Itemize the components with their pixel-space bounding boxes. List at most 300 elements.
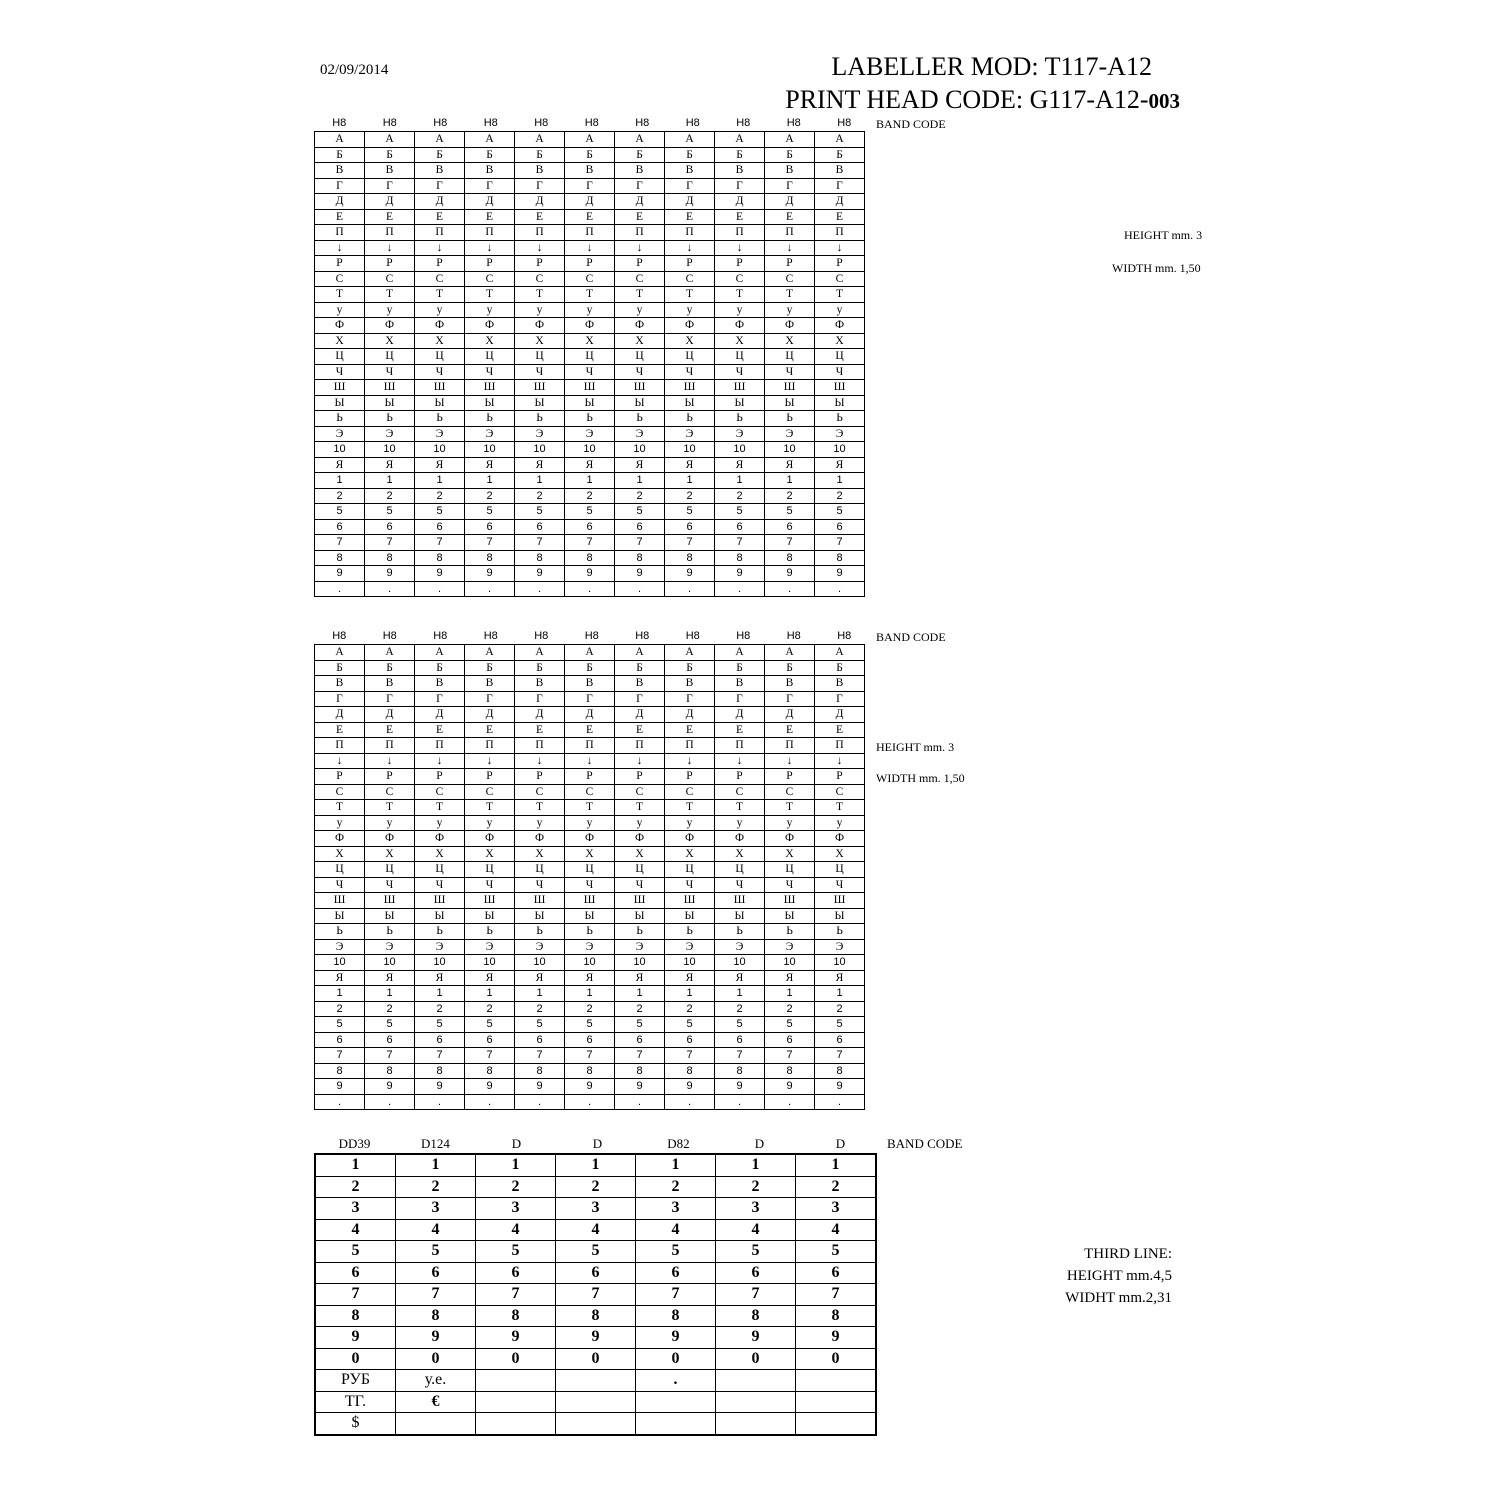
- char-cell: Д: [315, 707, 365, 723]
- table-row: [315, 1017, 865, 1033]
- char-cell: у: [715, 815, 765, 831]
- char-cell: В: [515, 676, 565, 692]
- char-cell: Ш: [815, 380, 865, 396]
- number-cell: 4: [396, 1219, 476, 1241]
- table-row: [315, 535, 865, 551]
- char-cell: 1: [765, 986, 815, 1002]
- char-cell: А: [815, 645, 865, 661]
- char-cell: Э: [515, 426, 565, 442]
- char-cell: Э: [565, 426, 615, 442]
- char-cell: Я: [615, 457, 665, 473]
- char-cell: Г: [665, 178, 715, 194]
- table-row: [315, 1032, 865, 1048]
- table-row: [315, 784, 865, 800]
- char-cell: Р: [815, 769, 865, 785]
- number-cell: 8: [476, 1305, 556, 1327]
- char-cell: В: [815, 676, 865, 692]
- number-cell: у.е.: [396, 1370, 476, 1392]
- char-cell: 1: [465, 473, 515, 489]
- number-cell: [476, 1413, 556, 1435]
- char-cell: Х: [665, 846, 715, 862]
- table-row: [315, 893, 865, 909]
- char-cell: 10: [765, 442, 815, 458]
- third-line-height: HEIGHT mm.4,5: [1066, 1268, 1172, 1284]
- char-cell: 2: [765, 1001, 815, 1017]
- char-cell: Р: [315, 256, 365, 272]
- number-cell: 5: [796, 1241, 877, 1263]
- char-cell: Р: [615, 256, 665, 272]
- char-cell: Е: [515, 722, 565, 738]
- char-cell: А: [465, 132, 515, 148]
- char-cell: Э: [715, 939, 765, 955]
- column-header: H8: [483, 117, 498, 129]
- char-cell: Д: [565, 194, 615, 210]
- table-row: [315, 163, 865, 179]
- char-cell: Ш: [565, 893, 615, 909]
- char-cell: .: [415, 581, 465, 597]
- char-cell: Ш: [765, 380, 815, 396]
- number-cell: 8: [716, 1305, 796, 1327]
- char-cell: Я: [415, 970, 465, 986]
- char-cell: В: [365, 676, 415, 692]
- char-cell: 9: [315, 1079, 365, 1095]
- char-cell: Т: [315, 287, 365, 303]
- char-cell: Ы: [465, 395, 515, 411]
- number-cell: 4: [796, 1219, 877, 1241]
- char-cell: Ф: [415, 318, 465, 334]
- char-cell: Д: [415, 194, 465, 210]
- char-cell: Т: [615, 287, 665, 303]
- char-cell: Ь: [665, 924, 715, 940]
- char-cell: 1: [465, 986, 515, 1002]
- char-cell: Я: [815, 457, 865, 473]
- char-cell: Э: [365, 426, 415, 442]
- char-cell: Е: [665, 209, 715, 225]
- table-row: [315, 256, 865, 272]
- char-cell: 8: [415, 550, 465, 566]
- char-cell: Ш: [365, 380, 415, 396]
- char-cell: 7: [465, 1048, 515, 1064]
- char-cell: 2: [365, 488, 415, 504]
- char-cell: Я: [365, 457, 415, 473]
- char-cell: 7: [615, 535, 665, 551]
- char-cell: Т: [715, 287, 765, 303]
- char-cell: Ч: [765, 364, 815, 380]
- char-cell: Ь: [815, 411, 865, 427]
- char-cell: 2: [415, 488, 465, 504]
- char-cell: 9: [665, 566, 715, 582]
- char-cell: Ч: [465, 877, 515, 893]
- number-cell: 9: [476, 1327, 556, 1349]
- char-cell: П: [665, 225, 715, 241]
- number-cell: 9: [315, 1327, 396, 1349]
- table-row: [315, 1262, 876, 1284]
- char-cell: Я: [615, 970, 665, 986]
- char-cell: Ы: [415, 395, 465, 411]
- char-cell: 8: [315, 550, 365, 566]
- char-cell: Ш: [815, 893, 865, 909]
- block1-band-code-label: BAND CODE: [876, 117, 946, 131]
- char-cell: у: [515, 815, 565, 831]
- char-cell: .: [615, 581, 665, 597]
- char-cell: Ц: [315, 862, 365, 878]
- number-cell: [716, 1391, 796, 1413]
- char-cell: ↓: [515, 753, 565, 769]
- char-cell: ↓: [465, 753, 515, 769]
- char-cell: .: [715, 1094, 765, 1110]
- char-cell: 8: [615, 1063, 665, 1079]
- char-cell: Э: [765, 426, 815, 442]
- char-cell: П: [715, 738, 765, 754]
- char-cell: ↓: [815, 240, 865, 256]
- char-cell: Ф: [565, 318, 615, 334]
- char-cell: Ч: [665, 877, 715, 893]
- number-cell: $: [315, 1413, 396, 1435]
- char-cell: Ш: [615, 380, 665, 396]
- char-cell: С: [765, 271, 815, 287]
- char-cell: Х: [315, 333, 365, 349]
- char-cell: .: [665, 581, 715, 597]
- char-cell: 10: [415, 442, 465, 458]
- char-cell: Е: [465, 209, 515, 225]
- char-cell: Г: [415, 178, 465, 194]
- table-row: [315, 877, 865, 893]
- char-cell: 9: [765, 566, 815, 582]
- char-cell: 2: [615, 1001, 665, 1017]
- char-cell: 7: [415, 535, 465, 551]
- table-row: [315, 1284, 876, 1306]
- char-cell: 7: [715, 1048, 765, 1064]
- char-cell: Я: [565, 457, 615, 473]
- char-cell: А: [415, 132, 465, 148]
- table-row: [315, 364, 865, 380]
- char-cell: Э: [715, 426, 765, 442]
- char-cell: Ф: [365, 318, 415, 334]
- block3-header-row: [314, 1136, 881, 1152]
- column-header: H8: [483, 630, 498, 642]
- char-cell: С: [815, 271, 865, 287]
- column-header: H8: [382, 630, 397, 642]
- char-cell: Ц: [515, 862, 565, 878]
- char-cell: Ш: [565, 380, 615, 396]
- table-row: [315, 457, 865, 473]
- number-cell: [716, 1370, 796, 1392]
- char-cell: Ц: [415, 349, 465, 365]
- char-cell: .: [765, 581, 815, 597]
- char-cell: 9: [415, 566, 465, 582]
- char-cell: 7: [515, 1048, 565, 1064]
- number-cell: 3: [315, 1198, 396, 1220]
- char-cell: 8: [365, 1063, 415, 1079]
- table-row: [315, 908, 865, 924]
- table-row: [315, 1327, 876, 1349]
- char-cell: С: [565, 271, 615, 287]
- char-cell: 6: [665, 1032, 715, 1048]
- char-cell: Ф: [765, 318, 815, 334]
- char-cell: Ф: [315, 831, 365, 847]
- char-cell: 8: [565, 550, 615, 566]
- char-cell: .: [515, 581, 565, 597]
- char-cell: А: [465, 645, 515, 661]
- char-cell: Ь: [365, 411, 415, 427]
- table-row: [315, 426, 865, 442]
- char-cell: Б: [315, 660, 365, 676]
- char-cell: 2: [565, 1001, 615, 1017]
- char-cell: 1: [715, 473, 765, 489]
- char-cell: ↓: [715, 753, 765, 769]
- char-cell: Ц: [765, 862, 815, 878]
- char-cell: 8: [515, 550, 565, 566]
- char-cell: Д: [515, 707, 565, 723]
- char-cell: Ч: [715, 877, 765, 893]
- table-row: [315, 349, 865, 365]
- char-cell: 9: [365, 1079, 415, 1095]
- char-cell: 10: [365, 955, 415, 971]
- char-cell: 8: [515, 1063, 565, 1079]
- char-cell: С: [665, 784, 715, 800]
- char-cell: Ь: [565, 411, 615, 427]
- char-cell: у: [665, 815, 715, 831]
- char-cell: Ф: [515, 831, 565, 847]
- char-cell: 10: [715, 955, 765, 971]
- char-cell: Ц: [365, 349, 415, 365]
- char-cell: у: [515, 302, 565, 318]
- char-cell: Р: [715, 256, 765, 272]
- table-row: [315, 1048, 865, 1064]
- char-cell: 5: [615, 1017, 665, 1033]
- number-cell: 3: [716, 1198, 796, 1220]
- char-cell: 6: [365, 1032, 415, 1048]
- char-cell: Х: [515, 333, 565, 349]
- char-cell: Э: [415, 939, 465, 955]
- char-cell: В: [315, 676, 365, 692]
- number-cell: 1: [315, 1154, 396, 1176]
- number-cell: 5: [636, 1241, 716, 1263]
- char-cell: 9: [465, 566, 515, 582]
- char-cell: Э: [565, 939, 615, 955]
- char-cell: 5: [815, 1017, 865, 1033]
- char-cell: Ц: [615, 862, 665, 878]
- char-cell: 10: [315, 955, 365, 971]
- table-row: [315, 302, 865, 318]
- table-row: [315, 1391, 876, 1413]
- char-cell: Ц: [815, 349, 865, 365]
- char-cell: .: [415, 1094, 465, 1110]
- char-cell: Х: [565, 846, 615, 862]
- char-cell: Г: [765, 178, 815, 194]
- char-cell: Ь: [315, 924, 365, 940]
- number-cell: 3: [636, 1198, 716, 1220]
- char-cell: Х: [365, 333, 415, 349]
- char-cell: Т: [765, 800, 815, 816]
- char-cell: 5: [765, 504, 815, 520]
- table-row: [315, 1241, 876, 1263]
- char-cell: Е: [765, 209, 815, 225]
- char-cell: А: [815, 132, 865, 148]
- char-cell: 9: [415, 1079, 465, 1095]
- char-cell: 8: [665, 550, 715, 566]
- char-cell: 9: [715, 1079, 765, 1095]
- table-row: [315, 800, 865, 816]
- char-cell: 7: [465, 535, 515, 551]
- char-cell: 2: [515, 488, 565, 504]
- char-cell: В: [615, 676, 665, 692]
- char-cell: Э: [765, 939, 815, 955]
- number-cell: 9: [636, 1327, 716, 1349]
- char-cell: 1: [665, 986, 715, 1002]
- table-row: [315, 473, 865, 489]
- char-cell: 7: [765, 1048, 815, 1064]
- char-cell: 1: [365, 986, 415, 1002]
- char-cell: А: [615, 645, 665, 661]
- number-cell: 8: [556, 1305, 636, 1327]
- char-cell: В: [715, 676, 765, 692]
- char-cell: 9: [465, 1079, 515, 1095]
- char-cell: 7: [415, 1048, 465, 1064]
- table-row: [315, 939, 865, 955]
- char-cell: Т: [415, 287, 465, 303]
- char-cell: Ч: [515, 364, 565, 380]
- char-cell: Х: [765, 846, 815, 862]
- char-cell: Ы: [815, 395, 865, 411]
- char-cell: Ф: [765, 831, 815, 847]
- number-cell: [476, 1391, 556, 1413]
- char-cell: П: [815, 738, 865, 754]
- char-cell: С: [515, 271, 565, 287]
- number-cell: 9: [716, 1327, 796, 1349]
- number-cell: 3: [556, 1198, 636, 1220]
- number-cell: 7: [396, 1284, 476, 1306]
- char-cell: Ш: [315, 380, 365, 396]
- char-cell: Е: [715, 722, 765, 738]
- char-cell: Ь: [515, 411, 565, 427]
- char-cell: В: [565, 676, 615, 692]
- char-cell: В: [465, 163, 515, 179]
- number-cell: 5: [396, 1241, 476, 1263]
- char-cell: Т: [565, 800, 615, 816]
- char-cell: Ц: [715, 862, 765, 878]
- char-cell: Ы: [765, 395, 815, 411]
- char-cell: Ч: [615, 364, 665, 380]
- char-cell: Я: [815, 970, 865, 986]
- number-cell: 1: [556, 1154, 636, 1176]
- char-cell: Ф: [465, 831, 515, 847]
- column-header: H8: [433, 117, 448, 129]
- char-cell: Ш: [615, 893, 665, 909]
- char-cell: Ь: [615, 411, 665, 427]
- table-row: [315, 862, 865, 878]
- char-cell: у: [765, 302, 815, 318]
- table-row: [315, 1305, 876, 1327]
- char-cell: 10: [465, 442, 515, 458]
- char-cell: С: [615, 784, 665, 800]
- number-cell: 4: [315, 1219, 396, 1241]
- char-cell: Д: [765, 194, 815, 210]
- char-cell: Ф: [415, 831, 465, 847]
- char-cell: Ц: [315, 349, 365, 365]
- char-cell: Р: [465, 769, 515, 785]
- char-cell: 5: [315, 504, 365, 520]
- char-cell: Г: [465, 178, 515, 194]
- char-cell: П: [615, 738, 665, 754]
- char-cell: 10: [465, 955, 515, 971]
- char-cell: С: [615, 271, 665, 287]
- char-cell: 9: [365, 566, 415, 582]
- char-cell: Т: [315, 800, 365, 816]
- char-cell: Б: [615, 660, 665, 676]
- column-header: D124: [421, 1136, 450, 1151]
- block2-band-code-label: BAND CODE: [876, 630, 946, 644]
- char-cell: Б: [615, 147, 665, 163]
- char-cell: Ч: [665, 364, 715, 380]
- char-cell: 5: [515, 1017, 565, 1033]
- table-row: [315, 660, 865, 676]
- char-cell: 6: [815, 519, 865, 535]
- char-cell: Б: [665, 147, 715, 163]
- char-cell: у: [365, 302, 415, 318]
- number-cell: 3: [796, 1198, 877, 1220]
- column-header: H8: [433, 630, 448, 642]
- char-cell: А: [765, 645, 815, 661]
- char-cell: 10: [765, 955, 815, 971]
- char-cell: 1: [665, 473, 715, 489]
- char-cell: 6: [765, 519, 815, 535]
- table-row: [315, 287, 865, 303]
- number-cell: 5: [556, 1241, 636, 1263]
- char-cell: 10: [515, 955, 565, 971]
- char-cell: 8: [415, 1063, 465, 1079]
- char-cell: Г: [465, 691, 515, 707]
- char-cell: Ы: [615, 395, 665, 411]
- column-header: DD39: [338, 1136, 371, 1151]
- char-cell: П: [765, 738, 815, 754]
- table-row: [315, 769, 865, 785]
- char-cell: Э: [465, 939, 515, 955]
- char-cell: Х: [315, 846, 365, 862]
- char-cell: Ч: [565, 364, 615, 380]
- char-cell: С: [715, 271, 765, 287]
- char-cell: Ф: [715, 318, 765, 334]
- char-cell: Э: [315, 939, 365, 955]
- char-cell: 9: [565, 1079, 615, 1095]
- char-cell: 6: [465, 1032, 515, 1048]
- char-cell: Ы: [615, 908, 665, 924]
- char-cell: 6: [365, 519, 415, 535]
- char-cell: Э: [465, 426, 515, 442]
- char-cell: 7: [665, 1048, 715, 1064]
- char-cell: Э: [315, 426, 365, 442]
- block1-header-row: [314, 117, 870, 129]
- char-cell: Ч: [515, 877, 565, 893]
- char-cell: .: [465, 1094, 515, 1110]
- char-cell: 6: [415, 519, 465, 535]
- char-cell: 10: [615, 955, 665, 971]
- char-cell: Ы: [315, 395, 365, 411]
- char-cell: 2: [765, 488, 815, 504]
- char-cell: Ц: [715, 349, 765, 365]
- char-cell: В: [615, 163, 665, 179]
- char-cell: ↓: [715, 240, 765, 256]
- char-cell: Э: [665, 939, 715, 955]
- char-cell: ↓: [415, 240, 465, 256]
- number-cell: 2: [476, 1176, 556, 1198]
- column-header: H8: [786, 117, 801, 129]
- char-cell: Т: [765, 287, 815, 303]
- char-cell: ↓: [565, 240, 615, 256]
- char-cell: Я: [315, 457, 365, 473]
- number-cell: [716, 1413, 796, 1435]
- char-cell: Г: [615, 178, 665, 194]
